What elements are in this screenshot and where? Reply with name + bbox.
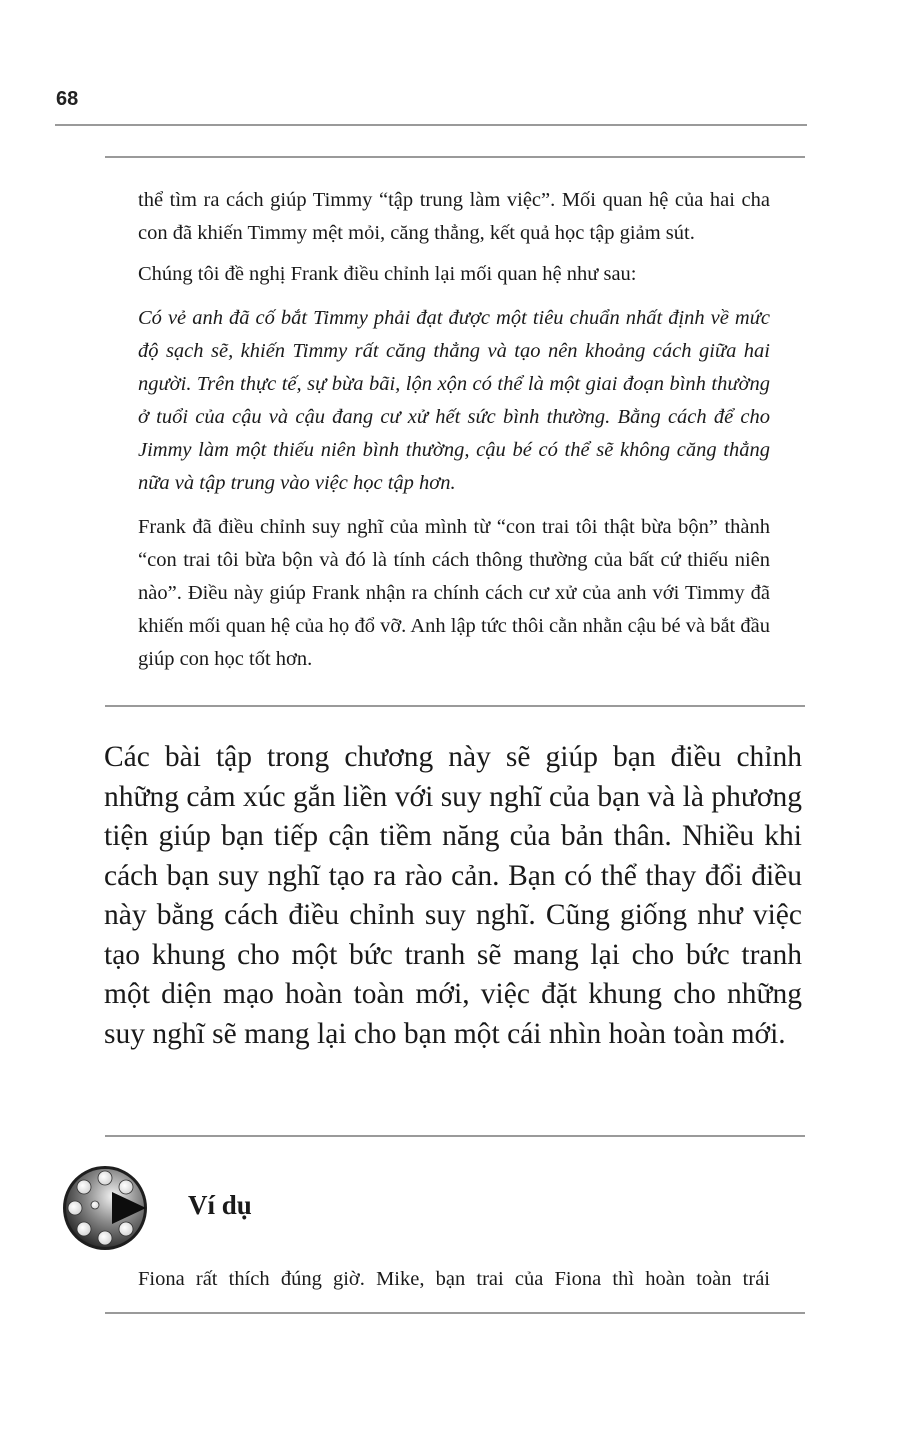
example-top-rule <box>105 1135 805 1137</box>
box-paragraph-2: Chúng tôi đề nghị Frank điều chỉnh lại mối quan hệ như sau: <box>138 263 637 285</box>
main-paragraph: Các bài tập trong chương này sẽ giúp bạn điều chỉnh những cảm xúc gắn liền với suy nghĩ của bạn và là phương tiện giúp bạn tiếp cận tiềm năng của bản thân. Nhiều khi cách bạn suy nghĩ tạo ra rào cản. Bạn có thể thay đổi điều này bằng cách điều chỉnh suy nghĩ. Cũng giống như việc tạo khung cho một bức tranh sẽ mang lại cho bức tranh một diện mạo hoàn toàn mới, việc đặt khung cho những suy nghĩ sẽ mang lại cho bạn một cái nhìn hoàn toàn mới. <box>104 741 802 1050</box>
example-text: Fiona rất thích đúng giờ. Mike, bạn trai của Fiona thì hoàn toàn trái <box>138 1268 770 1290</box>
page-number: 68 <box>56 88 79 110</box>
box-bottom-rule <box>105 705 805 707</box>
box-paragraph-1: thể tìm ra cách giúp Timmy “tập trung làm việc”. Mối quan hệ của hai cha con đã khiến Timmy mệt mỏi, căng thẳng, kết quả học tập giảm sút. <box>138 189 770 244</box>
example-heading: Ví dụ <box>188 1190 252 1220</box>
film-reel-icon <box>62 1165 148 1251</box>
box-quote: Có vẻ anh đã cố bắt Timmy phải đạt được một tiêu chuẩn nhất định về mức độ sạch sẽ, khiến Timmy rất căng thẳng và tạo nên khoảng cách giữa hai người. Trên thực tế, sự bừa bãi, lộn xộn có thể là một giai đoạn bình thường ở tuổi của cậu và cậu đang cư xử hết sức bình thường. Bằng cách để cho Jimmy làm một thiếu niên bình thường, cậu bé có thể sẽ không căng thẳng nữa và tập trung vào việc học tập hơn. <box>138 307 770 494</box>
box-top-rule <box>105 156 805 158</box>
header-rule <box>55 124 807 126</box>
example-bottom-rule <box>105 1312 805 1314</box>
box-paragraph-3: Frank đã điều chỉnh suy nghĩ của mình từ “con trai tôi thật bừa bộn” thành “con trai tôi bừa bộn và đó là tính cách thông thường của bất cứ thiếu niên nào”. Điều này giúp Frank nhận ra chính cách cư xử của anh với Timmy đã khiến mối quan hệ của họ đổ vỡ. Anh lập tức thôi cằn nhằn cậu bé và bắt đầu giúp con học tốt hơn. <box>138 516 770 670</box>
